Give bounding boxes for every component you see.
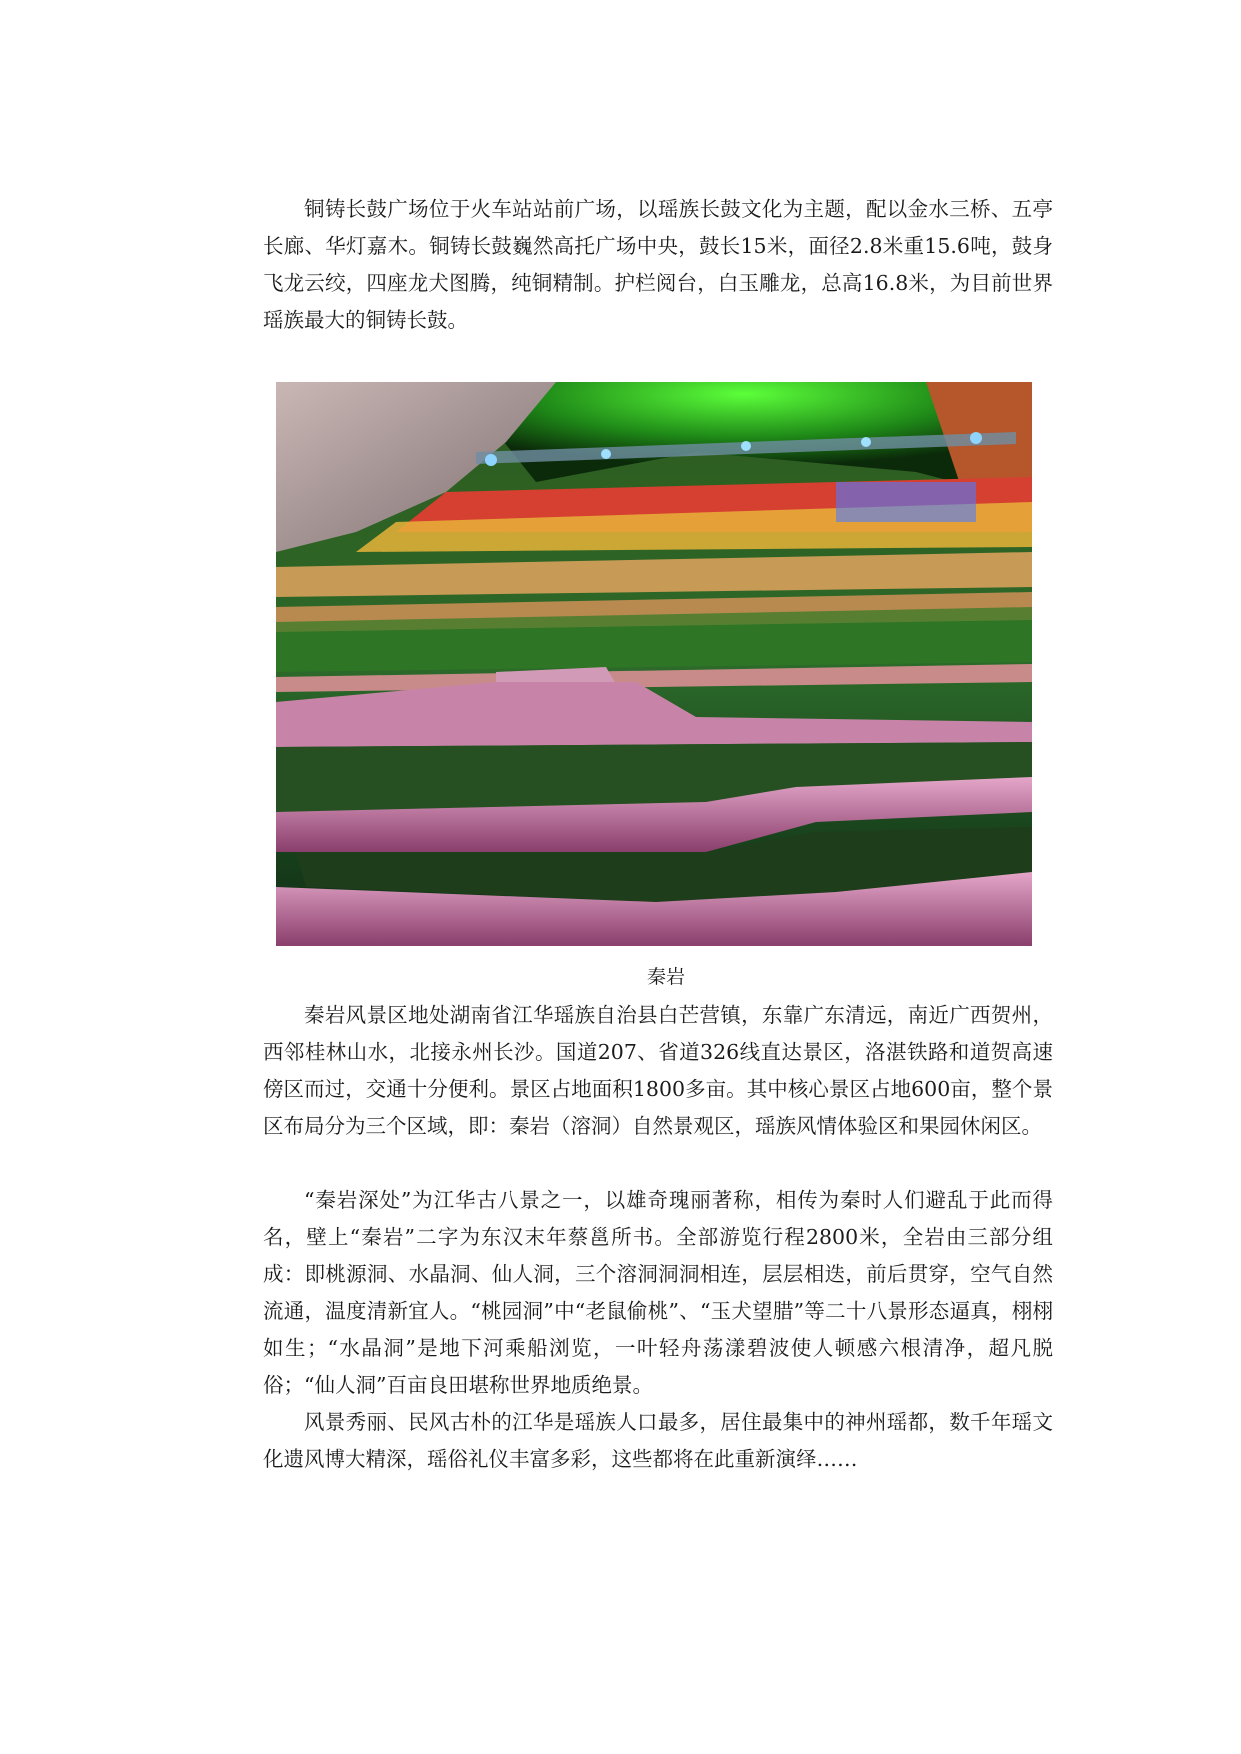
paragraph-jianghua-yao-culture: 风景秀丽、民风古朴的江华是瑶族人口最多，居住最集中的神州瑶都，数千年瑶文化遗风博大精深，瑶俗礼仪丰富多彩，这些都将在此重新演绎……	[263, 1410, 1053, 1471]
paragraph-drum-square: 铜铸长鼓广场位于火车站站前广场，以瑶族长鼓文化为主题，配以金水三桥、五亭长廊、华灯嘉木。铜铸长鼓巍然高托广场中央，鼓长15米，面径2.8米重15.6吨，鼓身飞龙云绞，四座龙犬图腾，纯铜精制。护栏阅台，白玉雕龙，总高16.8米，为目前世界瑶族最大的铜铸长鼓。	[263, 197, 1053, 332]
figure-caption: 秦岩	[646, 966, 685, 988]
paragraph-qinyan-depths: “秦岩深处”为江华古八景之一，以雄奇瑰丽著称，相传为秦时人们避乱于此而得名，壁上“秦岩”二字为东汉末年蔡邕所书。全部游览行程2800米，全岩由三部分组成：即桃源洞、水晶洞、仙人洞，三个溶洞洞洞相连，层层相迭，前后贯穿，空气自然流通，温度清新宜人。“桃园洞”中“老鼠偷桃”、“玉犬望腊”等二十八景形态逼真，栩栩如生；“水晶洞”是地下河乘船浏览，一叶轻舟荡漾碧波使人顿感六根清净，超凡脱俗；“仙人洞”百亩良田堪称世界地质绝景。	[263, 1188, 1053, 1397]
cave-photo	[276, 382, 1032, 946]
paragraph-qinyan-scenic-area: 秦岩风景区地处湖南省江华瑶族自治县白芒营镇，东靠广东清远，南近广西贺州，西邻桂林山水，北接永州长沙。国道207、省道326线直达景区，洛湛铁路和道贺高速傍区而过，交通十分便利。景区占地面积1800多亩。其中核心景区占地600亩，整个景区布局分为三个区域，即：秦岩（溶洞）自然景观区，瑶族风情体验区和果园休闲区。	[263, 1003, 1053, 1138]
